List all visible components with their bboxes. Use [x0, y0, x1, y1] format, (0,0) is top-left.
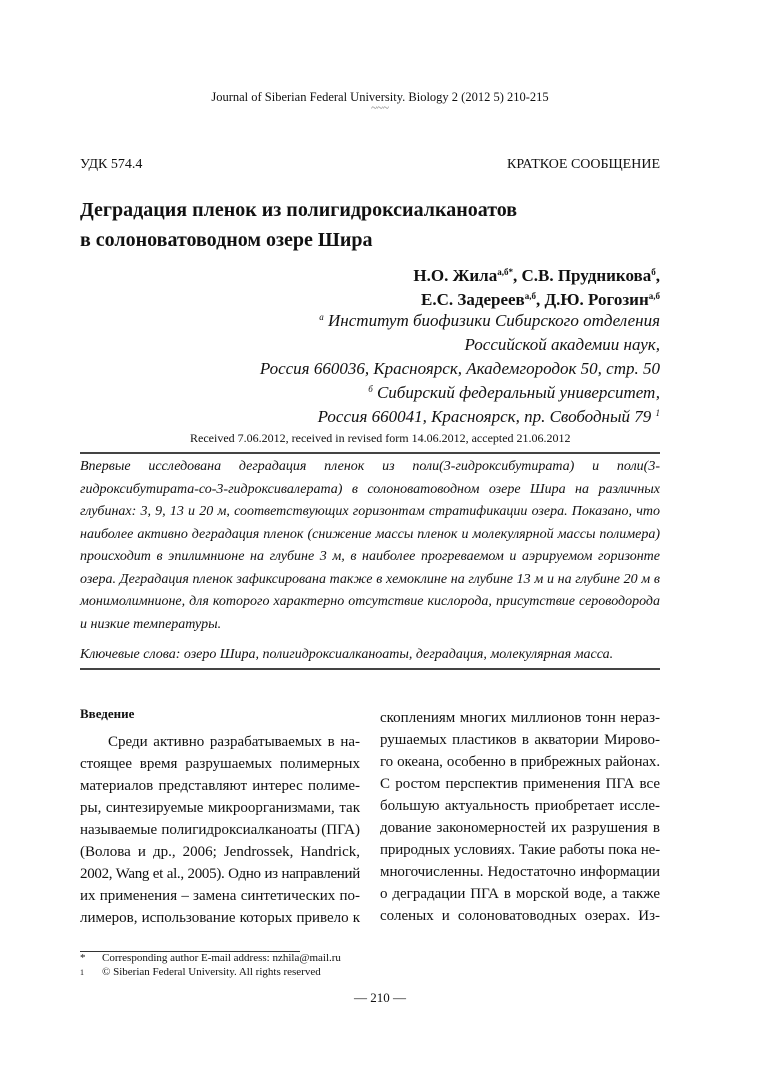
- page-number: — 210 —: [354, 990, 406, 1005]
- affiliation-line: [260, 359, 660, 379]
- keywords: Ключевые слова: озеро Шира, полигидроксиалканоаты, деградация, молекулярная масса.: [80, 647, 614, 662]
- affiliation-text: Российской академии наук,: [464, 335, 660, 354]
- affiliation-text: Россия 660036, Красноярск, Академгородок 50, стр. 50: [259, 359, 660, 378]
- body-line: 2002, Wang et al., 2005). Одно из направлений: [80, 866, 360, 882]
- body-line: стоящее время разрушаемых полимерных: [80, 756, 360, 772]
- author-sup: а,б: [648, 291, 660, 301]
- abstract-line: Впервые исследована деградация пленок из поли(3-гидроксибутирата) и поли(3-: [80, 459, 660, 474]
- abstract-top-rule: [80, 452, 660, 454]
- author-name: Е.С. Задереев: [421, 290, 525, 309]
- author-sup: а,б*: [497, 267, 513, 277]
- body-line: Среди активно разрабатываемых в на-: [108, 734, 360, 750]
- footnote-text: Corresponding author E-mail address: nzhila@mail.ru: [102, 952, 341, 964]
- author-sup: б: [651, 267, 656, 277]
- article-title-line-2: в солоноватоводном озере Шира: [80, 229, 373, 251]
- abstract-line: и низкие температуры.: [80, 617, 222, 632]
- body-line: лимеров, использование которых привело к: [80, 910, 360, 926]
- header-ornament: ~~~: [371, 102, 389, 114]
- affiliation-text: Россия 660041, Красноярск, пр. Свободный 79: [317, 407, 656, 426]
- abstract-line: монимолимнионе, для которого характерно отсутствие кислорода, присутствие сероводорода: [80, 594, 660, 609]
- author-sup: а,б: [524, 291, 536, 301]
- section-type: КРАТКОЕ СООБЩЕНИЕ: [507, 157, 660, 172]
- body-line: называемые полигидроксиалканоаты (ПГА): [80, 822, 360, 838]
- authors-line-1: [413, 266, 660, 286]
- affiliation-sup: б: [368, 384, 373, 394]
- abstract-line: озера. Деградация пленок зафиксирована также в хемоклине на глубине 13 м и на глубине 20 м в: [80, 572, 660, 587]
- udk-code: УДК 574.4: [80, 157, 143, 172]
- affiliation-sup: а: [319, 312, 324, 322]
- author-name: , Д.Ю. Рогозин: [535, 290, 649, 309]
- body-line: природных условиях. Такие работы пока не-: [380, 842, 660, 858]
- received-dates: Received 7.06.2012, received in revised form 14.06.2012, accepted 21.06.2012: [190, 431, 571, 445]
- affiliation-line: [465, 335, 660, 355]
- body-line: (Волова и др., 2006; Jendrossek, Handrick,: [80, 844, 360, 860]
- author-name: , С.В. Прудникова: [512, 266, 652, 285]
- authors-line-2: [421, 290, 660, 310]
- footnote-mark: 1: [80, 968, 84, 977]
- affiliation-line: [318, 407, 660, 427]
- affiliation-line: [319, 311, 660, 331]
- footnote-corresponding: [80, 952, 341, 964]
- author-name: Н.О. Жила: [413, 266, 498, 285]
- affiliation-sup: 1: [655, 408, 660, 418]
- affiliation-text: Институт биофизики Сибирского отделения: [323, 311, 660, 330]
- body-line: многочисленны. Недостаточно информации: [380, 864, 660, 880]
- body-line: их применения – замена синтетических по-: [80, 888, 360, 904]
- affiliation-line: [368, 383, 660, 403]
- intro-heading: Введение: [80, 706, 135, 721]
- body-line: соленых и солоноватоводных озерах. Из-: [380, 908, 660, 924]
- abstract-bottom-rule: [80, 668, 660, 670]
- abstract-line: наиболее активно деградация пленок (снижение массы пленок и молекулярной массы полимера): [80, 527, 660, 542]
- abstract-line: происходит в эпилимнионе на глубине 3 м, в наиболее прогреваемом и аэрируемом горизонте: [80, 549, 660, 564]
- article-title-line-1: Деградация пленок из полигидроксиалканоатов: [80, 199, 518, 221]
- journal-header: Journal of Siberian Federal University. Biology 2 (2012 5) 210-215: [211, 90, 549, 104]
- body-line: рушаемых пластиков в акватории Мирово-: [380, 732, 660, 748]
- abstract-line: гидроксибутирата-со-3-гидроксивалерата) в солоноватоводном озере Шира на различных: [80, 482, 660, 497]
- affiliation-text: Сибирский федеральный университет,: [372, 383, 660, 402]
- abstract-line: глубинах: 3, 9, 13 и 20 м, соответствующих горизонтам стратификации озера. Показано, что: [80, 504, 660, 519]
- author-separator: ,: [655, 266, 660, 285]
- body-line: го океана, особенно в прибрежных районах.: [380, 754, 660, 770]
- body-line: скоплениям многих миллионов тонн нераз-: [380, 710, 660, 726]
- body-line: о деградации ПГА в морской воде, а также: [380, 886, 660, 902]
- footnote-mark: *: [80, 952, 86, 964]
- footnote-text: © Siberian Federal University. All rights reserved: [102, 966, 321, 978]
- footnote-copyright: [80, 966, 321, 978]
- body-line: материалов представляют интерес полиме-: [80, 778, 360, 794]
- body-line: дование закономерностей их разрушения в: [380, 820, 660, 836]
- body-line: ры, синтезируемые микроорганизмами, так: [80, 800, 360, 816]
- body-line: С ростом перспектив применения ПГА все: [380, 776, 660, 792]
- body-line: большую актуальность приобретает иссле-: [380, 798, 660, 814]
